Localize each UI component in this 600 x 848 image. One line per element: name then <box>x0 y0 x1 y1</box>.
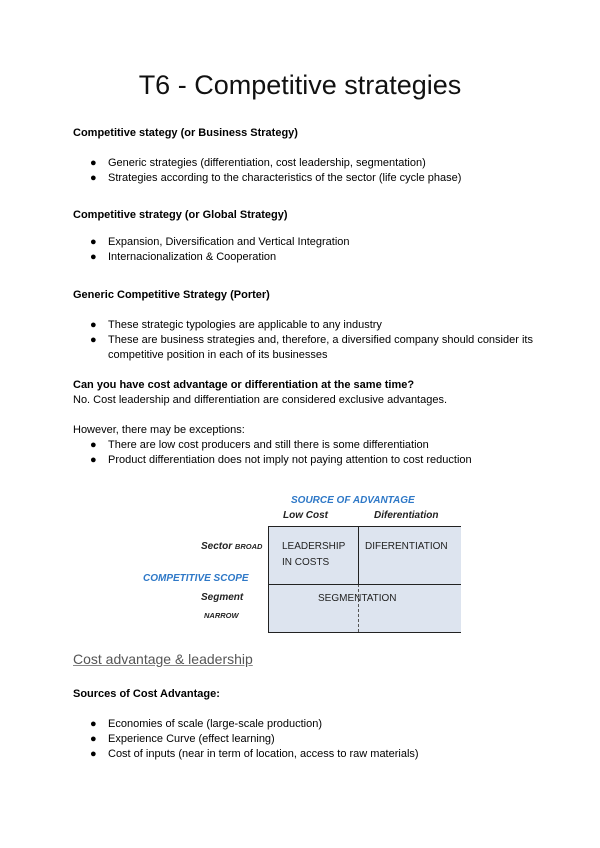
list-item: ● Experience Curve (effect learning) <box>90 733 275 745</box>
row-sector-label: Sector BROAD <box>201 541 263 552</box>
bullet-icon: ● <box>90 334 97 346</box>
list-item: ● Economies of scale (large-scale production) <box>90 718 322 730</box>
list-item: ● Product differentiation does not imply not paying attention to cost reduction <box>90 454 472 466</box>
bullet-icon: ● <box>90 236 97 248</box>
bullet-icon: ● <box>90 439 97 451</box>
source-of-advantage-label: SOURCE OF ADVANTAGE <box>291 495 415 506</box>
list-item: ● Internacionalization & Cooperation <box>90 251 277 263</box>
cell-segmentation: SEGMENTATION <box>318 593 397 604</box>
list-item: ● Strategies according to the characteristics of the sector (life cycle phase) <box>90 172 462 184</box>
cell-diferentiation: DIFERENTIATION <box>365 541 448 552</box>
section-heading-business-strategy: Competitive stategy (or Business Strategy) <box>73 127 298 139</box>
list-item: ● There are low cost producers and still there is some differentiation <box>90 439 429 451</box>
col-low-cost-label: Low Cost <box>283 510 328 521</box>
row-narrow-label: NARROW <box>204 611 239 620</box>
porter-list <box>73 318 543 363</box>
section-heading-porter: Generic Competitive Strategy (Porter) <box>73 289 270 301</box>
list-item: ● These are business strategies and, therefore, a diversified company should consider its competitive position in each of its businesses <box>90 334 533 361</box>
exceptions-list <box>73 438 543 468</box>
cost-sources-heading: Sources of Cost Advantage: <box>73 688 220 700</box>
section-heading-global-strategy: Competitive strategy (or Global Strategy) <box>73 209 288 221</box>
bullet-icon: ● <box>90 748 97 760</box>
list-item: ● These strategic typologies are applicable to any industry <box>90 319 382 331</box>
bullet-icon: ● <box>90 454 97 466</box>
bullet-icon: ● <box>90 251 97 263</box>
global-strategy-list <box>73 235 543 265</box>
list-item: ● Generic strategies (differentiation, cost leadership, segmentation) <box>90 157 426 169</box>
competitive-scope-label: COMPETITIVE SCOPE <box>143 573 249 584</box>
list-item: ● Cost of inputs (near in term of location, access to raw materials) <box>90 748 419 760</box>
list-item: ● Expansion, Diversification and Vertical Integration <box>90 236 350 248</box>
business-strategy-list <box>73 156 543 186</box>
question-heading: Can you have cost advantage or differentiation at the same time? <box>73 379 415 391</box>
exceptions-intro: However, there may be exceptions: <box>73 424 245 436</box>
bullet-icon: ● <box>90 157 97 169</box>
bullet-icon: ● <box>90 172 97 184</box>
cost-section-heading: Cost advantage & leadership <box>73 651 253 667</box>
question-answer: No. Cost leadership and differentiation are considered exclusive advantages. <box>73 394 448 406</box>
row-segment-label: Segment <box>201 592 244 603</box>
page-title: T6 - Competitive strategies <box>138 70 462 100</box>
bullet-icon: ● <box>90 733 97 745</box>
cell-leadership-costs: LEADERSHIP IN COSTS <box>282 541 346 568</box>
bullet-icon: ● <box>90 319 97 331</box>
cost-sources-list <box>73 717 543 762</box>
col-diferentiation-label: Diferentiation <box>374 510 439 521</box>
bullet-icon: ● <box>90 718 97 730</box>
